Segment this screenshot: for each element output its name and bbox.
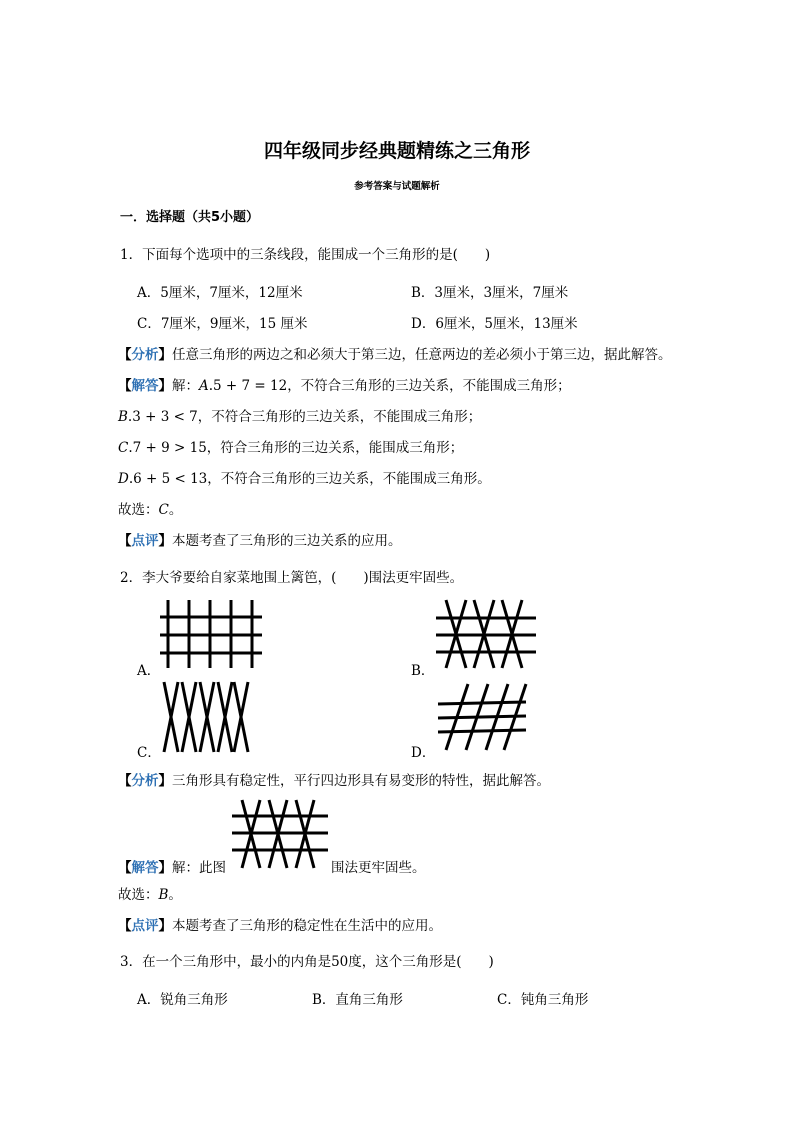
q2-option-a: A． [137, 663, 161, 679]
q1-answer-c: C.7 + 9 > 15，符合三角形的三边关系，能围成三角形； [118, 440, 464, 456]
q1-answer-d: D.6 + 5 < 13，不符合三角形的三边关系，不能围成三角形。 [118, 471, 491, 487]
q1-option-b: B．3厘米，3厘米，7厘米 [411, 285, 569, 301]
fence-grid-figure [160, 598, 265, 674]
q2-choice: 故选：B。 [118, 887, 182, 903]
q1-option-a: A．5厘米，7厘米，12厘米 [137, 285, 303, 301]
q2-comment: 【点评】本题考查了三角形的稳定性在生活中的应用。 [118, 918, 442, 934]
q2-answer-tail: 围法更牢固些。 [331, 860, 426, 876]
q1-answer-a: 【解答】解：A.5 + 7 = 12，不符合三角形的三边关系，不能围成三角形； [118, 378, 571, 394]
q1-comment: 【点评】本题考查了三角形的三边关系的应用。 [118, 533, 402, 549]
q1-option-d: D．6厘米，5厘米，13厘米 [411, 316, 578, 332]
page-subtitle: 参考答案与试题解析 [354, 181, 440, 192]
analysis-tag: 【分析】 [118, 347, 172, 363]
q2-option-c: C． [137, 745, 161, 761]
q2-stem: 2．李大爷要给自家菜地围上篱笆，( )围法更牢固些。 [120, 570, 464, 586]
q2-analysis: 【分析】三角形具有稳定性，平行四边形具有易变形的特性，据此解答。 [118, 773, 550, 789]
answer-tag: 【解答】 [118, 860, 172, 876]
q1-stem: 1．下面每个选项中的三条线段，能围成一个三角形的是( ) [120, 247, 491, 263]
q1-answer-b: B.3 + 3 < 7，不符合三角形的三边关系，不能围成三角形； [118, 409, 482, 425]
answer-tag: 【解答】 [118, 378, 172, 394]
q1-analysis: 【分析】任意三角形的两边之和必须大于第三边，任意两边的差必须小于第三边，据此解答。 [118, 347, 672, 363]
comment-tag: 【点评】 [118, 918, 172, 934]
q1-option-c: C．7厘米，9厘米，15 厘米 [137, 316, 308, 332]
q1-choice: 故选：C。 [118, 502, 183, 518]
fence-crisscross-figure [160, 680, 252, 758]
fence-triangle-figure [436, 598, 538, 674]
comment-tag: 【点评】 [118, 533, 172, 549]
q3-option-a: A．锐角三角形 [137, 992, 228, 1008]
q2-option-d: D． [411, 745, 436, 761]
q3-stem: 3．在一个三角形中，最小的内角是50度，这个三角形是( ) [120, 954, 494, 970]
q3-option-c: C．钝角三角形 [497, 992, 589, 1008]
fence-parallelogram-figure [436, 682, 528, 756]
page-title: 四年级同步经典题精练之三角形 [263, 140, 530, 162]
answer-fence-figure [232, 798, 330, 874]
q2-answer: 【解答】解：此图 [118, 860, 226, 876]
analysis-tag: 【分析】 [118, 773, 172, 789]
q2-option-b: B． [411, 663, 435, 679]
section-heading: 一．选择题（共5小题） [120, 210, 260, 225]
q3-option-b: B．直角三角形 [312, 992, 403, 1008]
